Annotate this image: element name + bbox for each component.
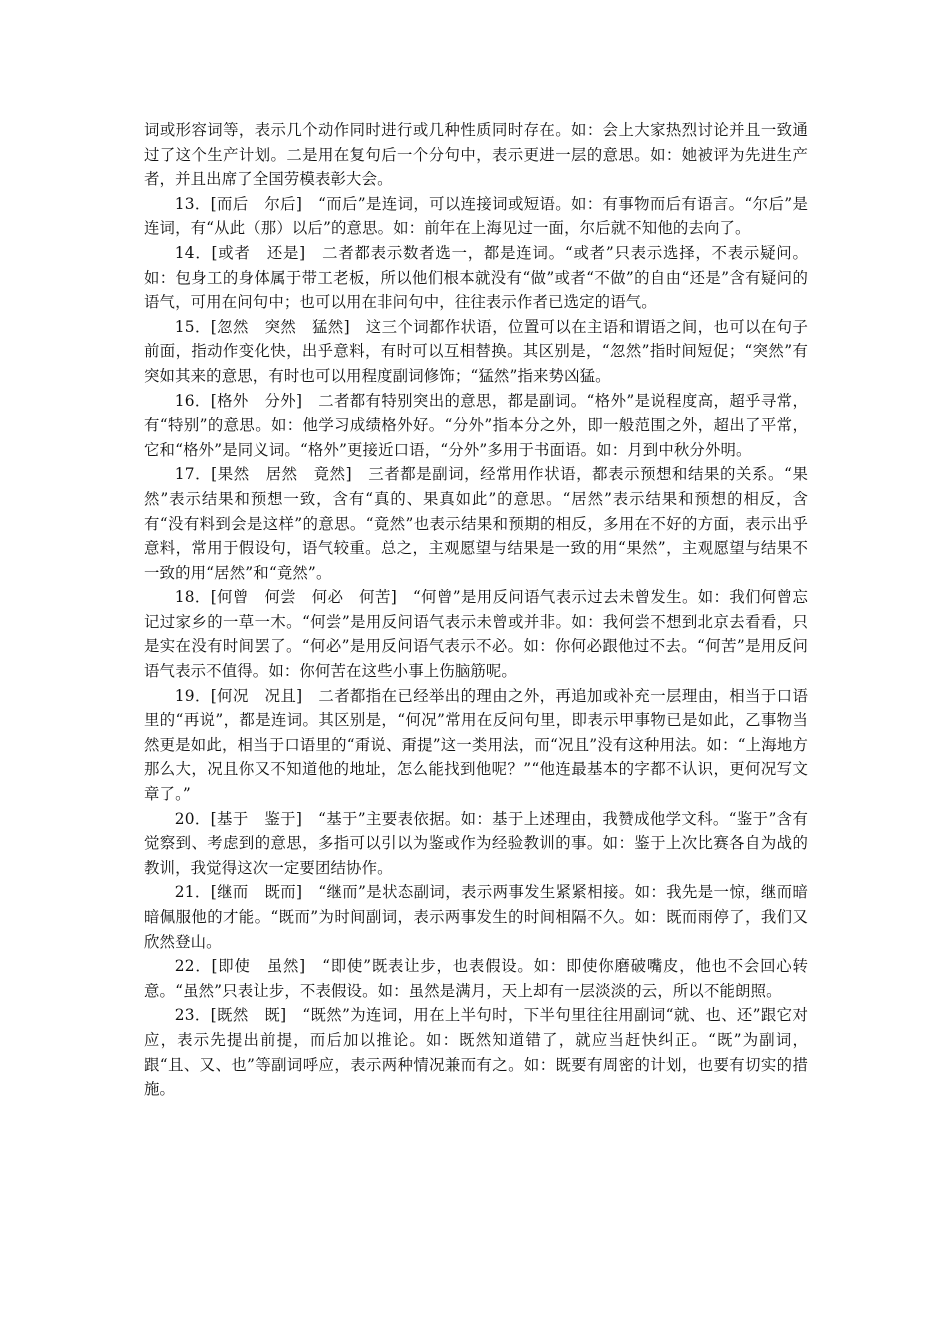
continuation-paragraph: 词或形容词等，表示几个动作同时进行或几种性质同时存在。如：会上大家热烈讨论并且一致通过了这个生产计划。二是用在复句后一个分句中，表示更进一层的意思。如：她被评为先进生产者，并且出席了全国劳模表彰大会。: [144, 121, 808, 189]
entry-18-paragraph: 18．[何曾 何尝 何必 何苦] “何曾”是用反问语气表示过去未曾发生。如：我们何曾忘记过家乡的一草一木。“何尝”是用反问语气表示未曾或并非。如：我何尝不想到北京去看看，只是实在没有时间罢了。“何必”是用反问语气表示不必。如：你何必跟他过不去。“何苦”是用反问语气表示不值得。如：你何苦在这些小事上伤脑筋呢。: [144, 588, 808, 681]
entry-15-paragraph: 15．[忽然 突然 猛然] 这三个词都作状语，位置可以在主语和谓语之间，也可以在句子前面，指动作变化快，出乎意料，有时可以互相替换。其区别是，“忽然”指时间短促；“突然”有突如其来的意思，有时也可以用程度副词修饰；“猛然”指来势凶猛。: [144, 317, 808, 385]
entry-23-paragraph: 23．[既然 既] “既然”为连词，用在上半句时，下半句里往往用副词“就、也、还”跟它对应，表示先提出前提，而后加以推论。如：既然知道错了，就应当赶快纠正。“既”为副词，跟“且、又、也”等副词呼应，表示两种情况兼而有之。如：既要有周密的计划，也要有切实的措施。: [144, 1006, 808, 1099]
entry-19-paragraph: 19．[何况 况且] 二者都指在已经举出的理由之外，再追加或补充一层理由，相当于口语里的“再说”，都是连词。其区别是，“何况”常用在反问句里，即表示甲事物已是如此，乙事物当然更是如此，相当于口语里的“甭说、甭提”这一类用法，而“况且”没有这种用法。如：“上海地方那么大，况且你又不知道他的地址，怎么能找到他呢？”“他连最基本的字都不认识，更何况写文章了。”: [144, 686, 808, 804]
entry-20-paragraph: 20．[基于 鉴于] “基于”主要表依据。如：基于上述理由，我赞成他学文科。“鉴于”含有觉察到、考虑到的意思，多指可以引以为鉴或作为经验教训的事。如：鉴于上次比赛各自为战的教训，我觉得这次一定要团结协作。: [144, 809, 808, 877]
entry-16-paragraph: 16．[格外 分外] 二者都有特别突出的意思，都是副词。“格外”是说程度高，超乎寻常，有“特别”的意思。如：他学习成绩格外好。“分外”指本分之外，即一般范围之外，超出了平常，它和“格外”是同义词。“格外”更接近口语，“分外”多用于书面语。如：月到中秋分外明。: [144, 391, 808, 459]
document-body: [144, 118, 808, 1102]
entry-21-paragraph: 21．[继而 既而] “继而”是状态副词，表示两事发生紧紧相接。如：我先是一惊，继而暗暗佩服他的才能。“既而”为时间副词，表示两事发生的时间相隔不久。如：既而雨停了，我们又欣然登山。: [144, 883, 808, 951]
entry-14-paragraph: 14．[或者 还是] 二者都表示数者选一，都是连词。“或者”只表示选择，不表示疑问。如：包身工的身体属于带工老板，所以他们根本就没有“做”或者“不做”的自由“还是”含有疑问的语气，可用在问句中；也可以用在非问句中，往往表示作者已选定的语气。: [144, 243, 808, 312]
entry-13-paragraph: 13．[而后 尔后] “而后”是连词，可以连接词或短语。如：有事物而后有语言。“尔后”是连词，有“从此（那）以后”的意思。如：前年在上海见过一面，尔后就不知他的去向了。: [144, 194, 808, 238]
entry-22-paragraph: 22．[即使 虽然] “即使”既表让步，也表假设。如：即使你磨破嘴皮，他也不会回心转意。“虽然”只表让步，不表假设。如：虽然是满月，天上却有一层淡淡的云，所以不能朗照。: [144, 957, 808, 1000]
entry-17-paragraph: 17．[果然 居然 竟然] 三者都是副词，经常用作状语，都表示预想和结果的关系。“果然”表示结果和预想一致，含有“真的、果真如此”的意思。“居然”表示结果和预想的相反，含有“没有料到会是这样”的意思。“竟然”也表示结果和预期的相反，多用在不好的方面，表示出乎意料，常用于假设句，语气较重。总之，主观愿望与结果是一致的用“果然”，主观愿望与结果不一致的用“居然”和“竟然”。: [144, 465, 808, 582]
